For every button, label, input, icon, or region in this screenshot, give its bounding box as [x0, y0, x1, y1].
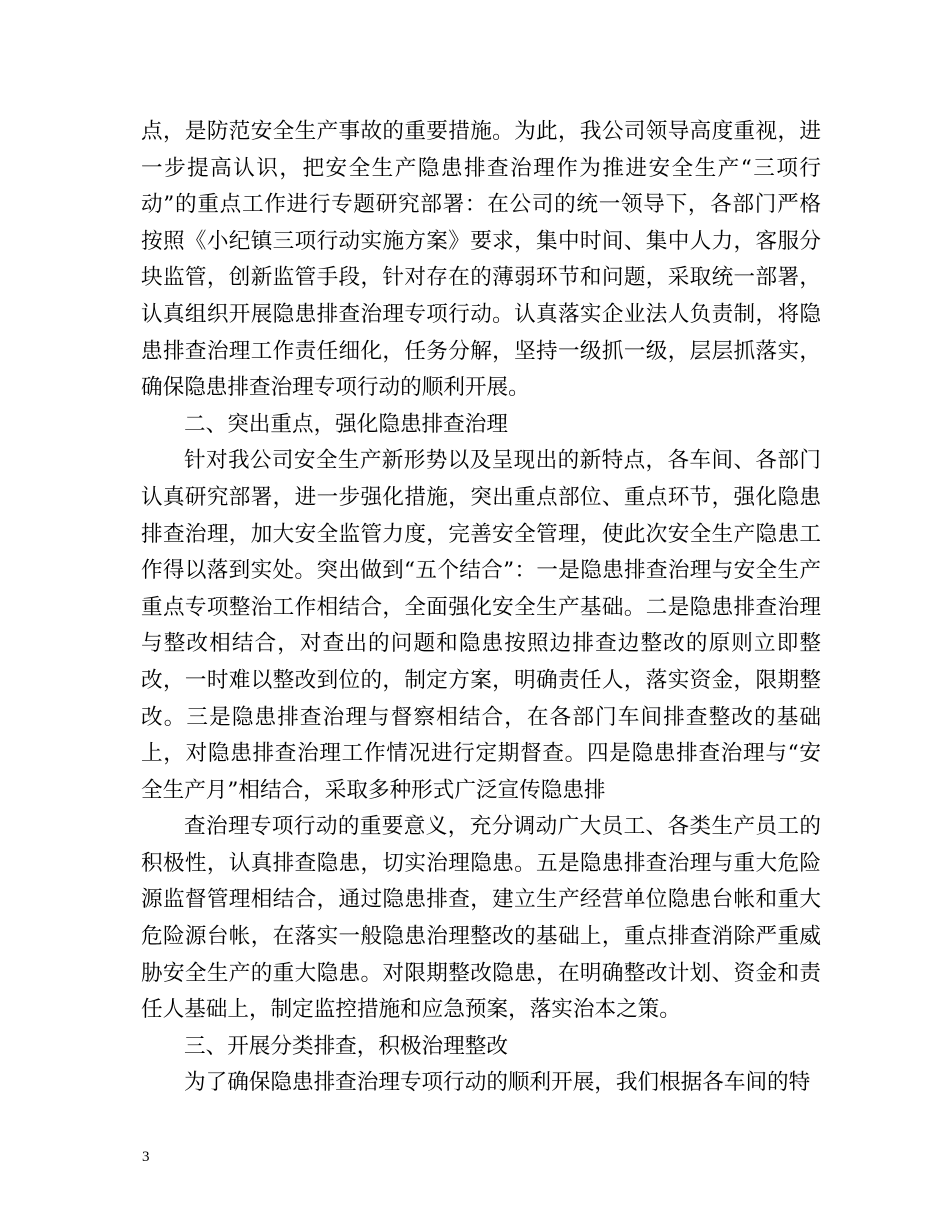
paragraph-section-2: 针对我公司安全生产新形势以及呈现出的新特点，各车间、各部门认真研究部署，进一步强化措施，突出重点部位、重点环节，强化隐患排查治理，加大安全监管力度，完善安全管理，使此次安全生产隐患工作得以落到实处。突出做到“五个结合”：一是隐患排查治理与安全生产重点专项整治工作相结合，全面强化安全生产基础。二是隐患排查治理与整改相结合，对查出的问题和隐患按照边排查边整改的原则立即整改，一时难以整改到位的，制定方案，明确责任人，落实资金，限期整改。三是隐患排查治理与督察相结合，在各部门车间排查整改的基础上，对隐患排查治理工作情况进行定期督查。四是隐患排查治理与“安全生产月”相结合，采取多种形式广泛宣传隐患排 — [141, 448, 821, 803]
page-number: 3 — [142, 1149, 150, 1165]
paragraph-section-2-continued: 查治理专项行动的重要意义，充分调动广大员工、各类生产员工的积极性，认真排查隐患，切实治理隐患。五是隐患排查治理与重大危险源监督管理相结合，通过隐患排查，建立生产经营单位隐患台帐和重大危险源台帐，在落实一般隐患治理整改的基础上，重点排查消除严重威胁安全生产的重大隐患。对限期整改隐患，在明确整改计划、资金和责任人基础上，制定监控措施和应急预案，落实治本之策。 — [141, 814, 821, 1023]
paragraph-section-3: 为了确保隐患排查治理专项行动的顺利开展，我们根据各车间的特 — [184, 1070, 811, 1096]
paragraph-continuation: 点，是防范安全生产事故的重要措施。为此，我公司领导高度重视，进一步提高认识，把安全生产隐患排查治理作为推进安全生产“三项行动”的重点工作进行专题研究部署：在公司的统一领导下，各部门严格按照《小纪镇三项行动实施方案》要求，集中时间、集中人力，客服分块监管，创新监管手段，针对存在的薄弱环节和问题，采取统一部署，认真组织开展隐患排查治理专项行动。认真落实企业法人负责制，将隐患排查治理工作责任细化，任务分解，坚持一级抓一级，层层抓落实，确保隐患排查治理专项行动的顺利开展。 — [141, 119, 821, 401]
section-heading-2: 二、突出重点，强化隐患排查治理 — [184, 411, 508, 437]
section-heading-3: 三、开展分类排查，积极治理整改 — [184, 1033, 508, 1059]
body-text — [141, 114, 821, 1102]
